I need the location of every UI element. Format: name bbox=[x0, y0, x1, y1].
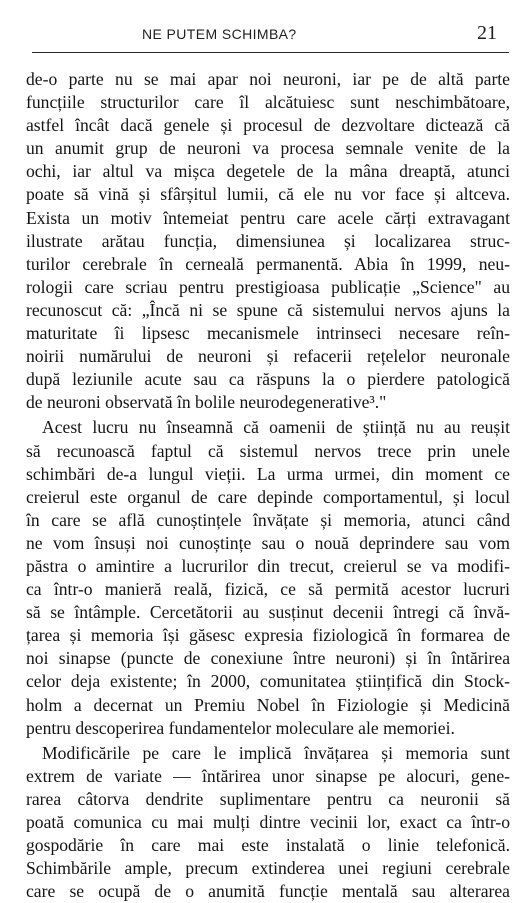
text-line: care se ocupă de o anumită funcție mentală sau alterarea bbox=[26, 881, 510, 902]
text-line: maturitate îi lipsesc mecanismele intrinseci necesare reîn- bbox=[26, 323, 510, 344]
text-line: extrem de variate — întărirea unor sinapse pe alocuri, gene- bbox=[26, 765, 510, 786]
text-line: schimbări de-a lungul vieții. La urma urmei, din moment ce bbox=[26, 463, 510, 484]
text-line: poate să vină și sfârșitul lumii, că ele nu vor face și altceva. bbox=[26, 184, 510, 205]
text-line: turilor cerebrale în cerneală permanentă. Abia în 1999, neu- bbox=[26, 253, 510, 274]
text-line: celor deja existente; în 2000, comunitatea științifică din Stock- bbox=[26, 671, 510, 692]
text-line: Exista un motiv întemeiat pentru care acele cărți extravagant bbox=[26, 207, 510, 228]
text-line: ca într-o manieră reală, fizică, ce să permită acestor lucruri bbox=[26, 579, 510, 600]
body-text bbox=[26, 68, 510, 903]
text-line: ne vom însuși noi cunoștințe sau o nouă deprindere sau vom bbox=[26, 532, 510, 553]
text-line: Modificările pe care le implică învățarea și memoria sunt bbox=[42, 742, 510, 763]
text-line: astfel încât dacă genele și procesul de dezvoltare dictează că bbox=[26, 115, 510, 136]
text-line: rarea câtorva dendrite suplimentare pentru ca neuronii să bbox=[26, 788, 510, 809]
text-line: Acest lucru nu înseamnă că oamenii de știință nu au reușit bbox=[42, 417, 510, 438]
page-header bbox=[28, 14, 509, 54]
text-line: Schimbările ample, precum extinderea unei regiuni cerebrale bbox=[26, 858, 510, 879]
text-line: să recunoască faptul că sistemul nervos trece prin unele bbox=[26, 440, 510, 461]
text-line: funcțiile structurilor care îl alcătuiesc sunt neschimbătoare, bbox=[26, 92, 510, 113]
text-line: gospodărie în care mai este instalată o linie telefonică. bbox=[26, 835, 510, 856]
text-line: ilustrate arătau funcția, dimensiunea și localizarea struc- bbox=[26, 230, 510, 251]
running-title: NE PUTEM SCHIMBA? bbox=[142, 26, 297, 42]
text-line: recunoscut că: „Încă ni se spune că sistemului nervos ajuns la bbox=[26, 299, 510, 320]
text-line: poată comunica cu mai mulți dintre vecinii lor, exact ca într-o bbox=[26, 812, 510, 832]
text-line: după leziunile acute sau ca răspuns la o pierdere patologică bbox=[26, 369, 510, 390]
text-line: de neuroni observată în bolile neurodegenerative³." bbox=[26, 392, 387, 413]
text-line: noi sinapse (puncte de conexiune între neuroni) și în întărirea bbox=[26, 648, 510, 669]
text-line: holm a decernat un Premiu Nobel în Fiziologie și Medicină bbox=[26, 694, 510, 715]
text-line: ochi, iar altul va mișca degetele de la mâna dreaptă, atunci bbox=[26, 161, 510, 182]
text-line: în care se află cunoștințele învățate și memoria, atunci când bbox=[26, 509, 510, 530]
text-line: țarea și memoria își găsesc expresia fiziologică în formarea de bbox=[26, 625, 510, 646]
text-line: creierul este organul de care depinde comportamentul, și locul bbox=[26, 486, 510, 507]
text-line: de-o parte nu se mai apar noi neuroni, iar pe de altă parte bbox=[26, 69, 510, 89]
text-line: rologii care scriau pentru prestigioasa publicație „Science" au bbox=[26, 276, 510, 297]
text-line: noirii numărului de neuroni și refacerii rețelelor neuronale bbox=[26, 346, 510, 367]
text-line: un anumit grup de neuroni va procesa semnale venite de la bbox=[26, 138, 510, 159]
page-number: 21 bbox=[477, 22, 497, 44]
text-line: păstra o amintire a lucrurilor din trecut, creierul se va modifi- bbox=[26, 555, 510, 576]
text-line: să se întâmple. Cercetătorii au susținut decenii întregi că învă- bbox=[26, 602, 510, 623]
text-line: pentru descoperirea fundamentelor moleculare ale memoriei. bbox=[26, 717, 455, 738]
header-rule bbox=[32, 52, 509, 53]
